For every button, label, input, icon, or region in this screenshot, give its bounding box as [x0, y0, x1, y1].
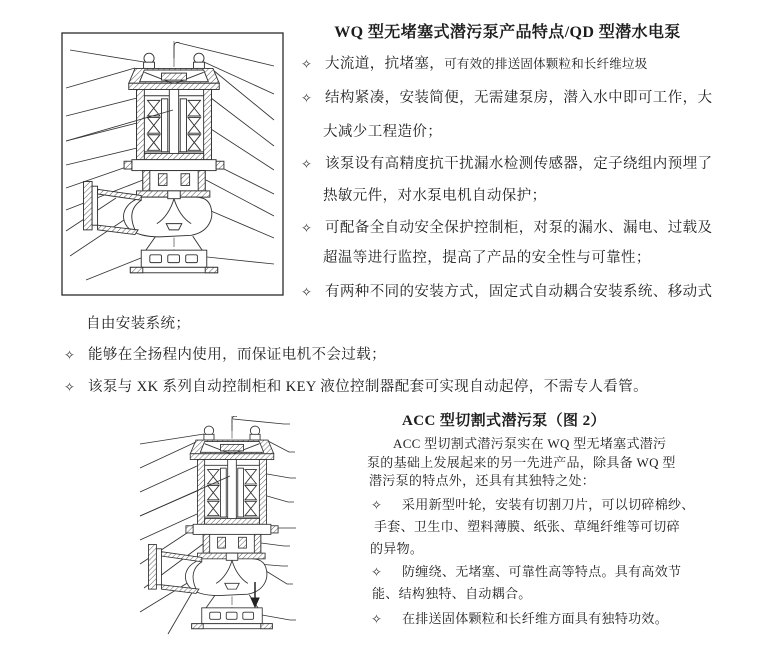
bullet-diamond-icon: ✧	[301, 220, 313, 236]
acc-bullet-1-text: 采用新型叶轮，安装有切割刀片，可以切碎棉纱、	[402, 497, 695, 512]
wq-bullet-7	[64, 380, 648, 396]
wq-bullet-6	[64, 348, 386, 364]
acc-paragraph-line-3: 潜污泵的特点外，还具有其独特之处：	[369, 473, 596, 488]
acc-bullet-2-line-2: 能、结构独特、自动耦合。	[372, 586, 532, 601]
wq-bullet-4-line-1	[301, 221, 712, 237]
wq-bullet-4-line-2: 超温等进行监控，提高了产品的安全性与可靠性；	[323, 250, 651, 266]
bullet-diamond-icon: ✧	[371, 611, 383, 627]
acc-section-title: ACC 型切割式潜污泵（图 2）	[402, 413, 606, 429]
acc-bullet-3-text: 在排送固体颗粒和长纤维方面具有独特功效。	[402, 611, 669, 626]
bullet-diamond-icon: ✧	[301, 284, 313, 300]
wq-pump-diagram	[56, 28, 288, 300]
bullet-diamond-icon: ✧	[64, 347, 76, 363]
acc-paragraph-line-2: 泵的基础上发展起来的另一先进产品，除具备 WQ 型	[367, 455, 676, 470]
wq-bullet-3-line-2: 热敏元件，对水泵电机自动保护；	[323, 188, 547, 204]
acc-bullet-2-text: 防缠绕、无堵塞、可靠性高等特点。具有高效节	[402, 564, 682, 579]
wq-section-title: WQ 型无堵塞式潜污泵产品特点/QD 型潜水电泵	[334, 24, 681, 41]
wq-bullet-4-text: 可配备全自动安全保护控制柜，对泵的漏水、漏电、过载及	[325, 220, 713, 236]
wq-bullet-1-text-main: 大流道，抗堵塞，	[325, 56, 445, 72]
acc-bullet-2-line-1	[371, 565, 681, 579]
bullet-diamond-icon: ✧	[301, 90, 313, 106]
wq-bullet-2-text: 结构紧凑，安装简便，无需建泵房，潜入水中即可工作，大	[325, 90, 713, 106]
acc-bullet-1-line-1	[371, 498, 695, 512]
acc-paragraph-line-1: ACC 型切割式潜污泵实在 WQ 型无堵塞式潜污	[393, 436, 667, 451]
bullet-diamond-icon: ✧	[64, 379, 76, 395]
wq-bullet-2-line-1	[301, 91, 712, 107]
wq-bullet-5-line-1	[301, 285, 712, 301]
acc-pump-diagram	[138, 416, 368, 656]
wq-bullet-1	[301, 57, 647, 73]
bullet-diamond-icon: ✧	[301, 56, 313, 72]
wq-bullet-3-text: 该泵设有高精度抗干扰漏水检测传感器，定子绕组内预埋了	[325, 156, 713, 172]
acc-bullet-1-line-2: 手套、卫生巾、塑料薄膜、纸张、草绳纤维等可切碎	[374, 519, 680, 534]
wq-bullet-7-text: 该泵与 XK 系列自动控制柜和 KEY 液位控制器配套可实现自动起停，不需专人看管。	[88, 379, 649, 395]
acc-bullet-1-line-3: 的异物。	[370, 541, 424, 556]
wq-bullet-6-text: 能够在全扬程内使用，而保证电机不会过载；	[88, 347, 386, 363]
bullet-diamond-icon: ✧	[371, 497, 383, 513]
wq-bullet-5-line-2: 自由安装系统；	[86, 316, 191, 332]
bullet-diamond-icon: ✧	[301, 156, 313, 172]
wq-bullet-2-line-2: 大减少工程造价；	[323, 124, 443, 140]
bullet-diamond-icon: ✧	[371, 564, 383, 580]
wq-bullet-3-line-1	[301, 157, 712, 173]
wq-bullet-5-text: 有两种不同的安装方式，固定式自动耦合安装系统、移动式	[325, 284, 713, 300]
acc-bullet-3	[371, 612, 668, 626]
wq-bullet-1-text-rest: 可有效的排送固体颗粒和长纤维垃圾	[444, 57, 648, 71]
